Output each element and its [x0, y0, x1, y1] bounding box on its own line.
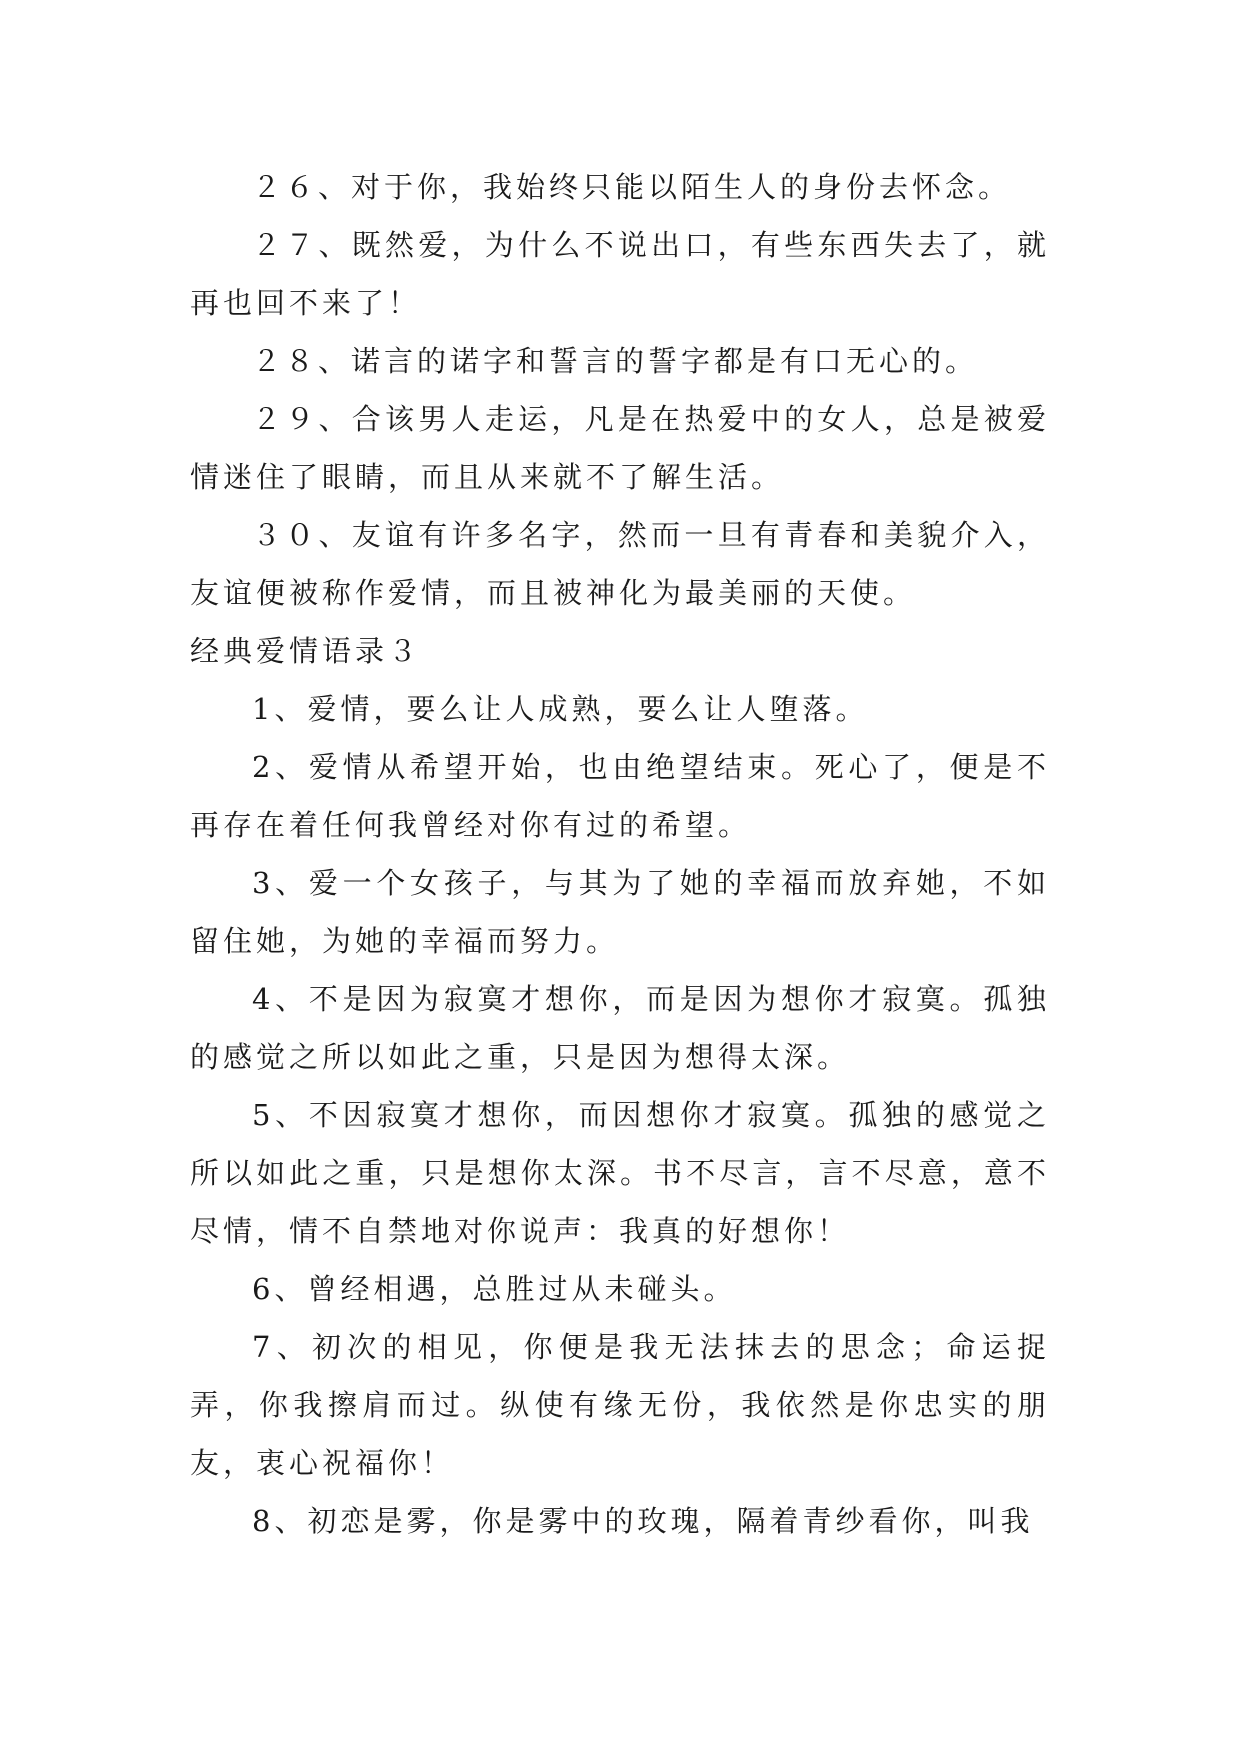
quote-paragraph: 1、爱情，要么让人成熟，要么让人堕落。 [252, 692, 869, 726]
quote-paragraph: 7、初次的相见，你便是我无法抹去的思念；命运捉弄，你我擦肩而过。纵使有缘无份，我依然是你忠实的朋友，衷心祝福你！ [190, 1330, 1050, 1480]
quote-paragraph: ２６、对于你，我始终只能以陌生人的身份去怀念。 [252, 170, 1012, 204]
quote-paragraph: ２８、诺言的诺字和誓言的誓字都是有口无心的。 [252, 344, 979, 378]
quote-paragraph: ２９、合该男人走运，凡是在热爱中的女人，总是被爱情迷住了眼睛，而且从来就不了解生活。 [190, 402, 1050, 494]
quote-paragraph: ３０、友谊有许多名字，然而一旦有青春和美貌介入，友谊便被称作爱情，而且被神化为最美丽的天使。 [190, 518, 1050, 610]
document-body [190, 158, 1050, 1550]
quote-paragraph: 4、不是因为寂寞才想你，而是因为想你才寂寞。孤独的感觉之所以如此之重，只是因为想得太深。 [190, 982, 1050, 1074]
quote-paragraph: 6、曾经相遇，总胜过从未碰头。 [252, 1272, 737, 1306]
quote-paragraph: 5、不因寂寞才想你，而因想你才寂寞。孤独的感觉之所以如此之重，只是想你太深。书不尽言，言不尽意，意不尽情，情不自禁地对你说声：我真的好想你！ [190, 1098, 1050, 1248]
quote-paragraph: ２７、既然爱，为什么不说出口，有些东西失去了，就再也回不来了！ [190, 228, 1050, 320]
quote-paragraph: 2、爱情从希望开始，也由绝望结束。死心了，便是不再存在着任何我曾经对你有过的希望。 [190, 750, 1050, 842]
quote-paragraph: 3、爱一个女孩子，与其为了她的幸福而放弃她，不如留住她，为她的幸福而努力。 [190, 866, 1050, 958]
section-heading: 经典爱情语录３ [190, 634, 422, 668]
quote-paragraph: 8、初恋是雾，你是雾中的玫瑰，隔着青纱看你，叫我 [252, 1504, 1034, 1538]
